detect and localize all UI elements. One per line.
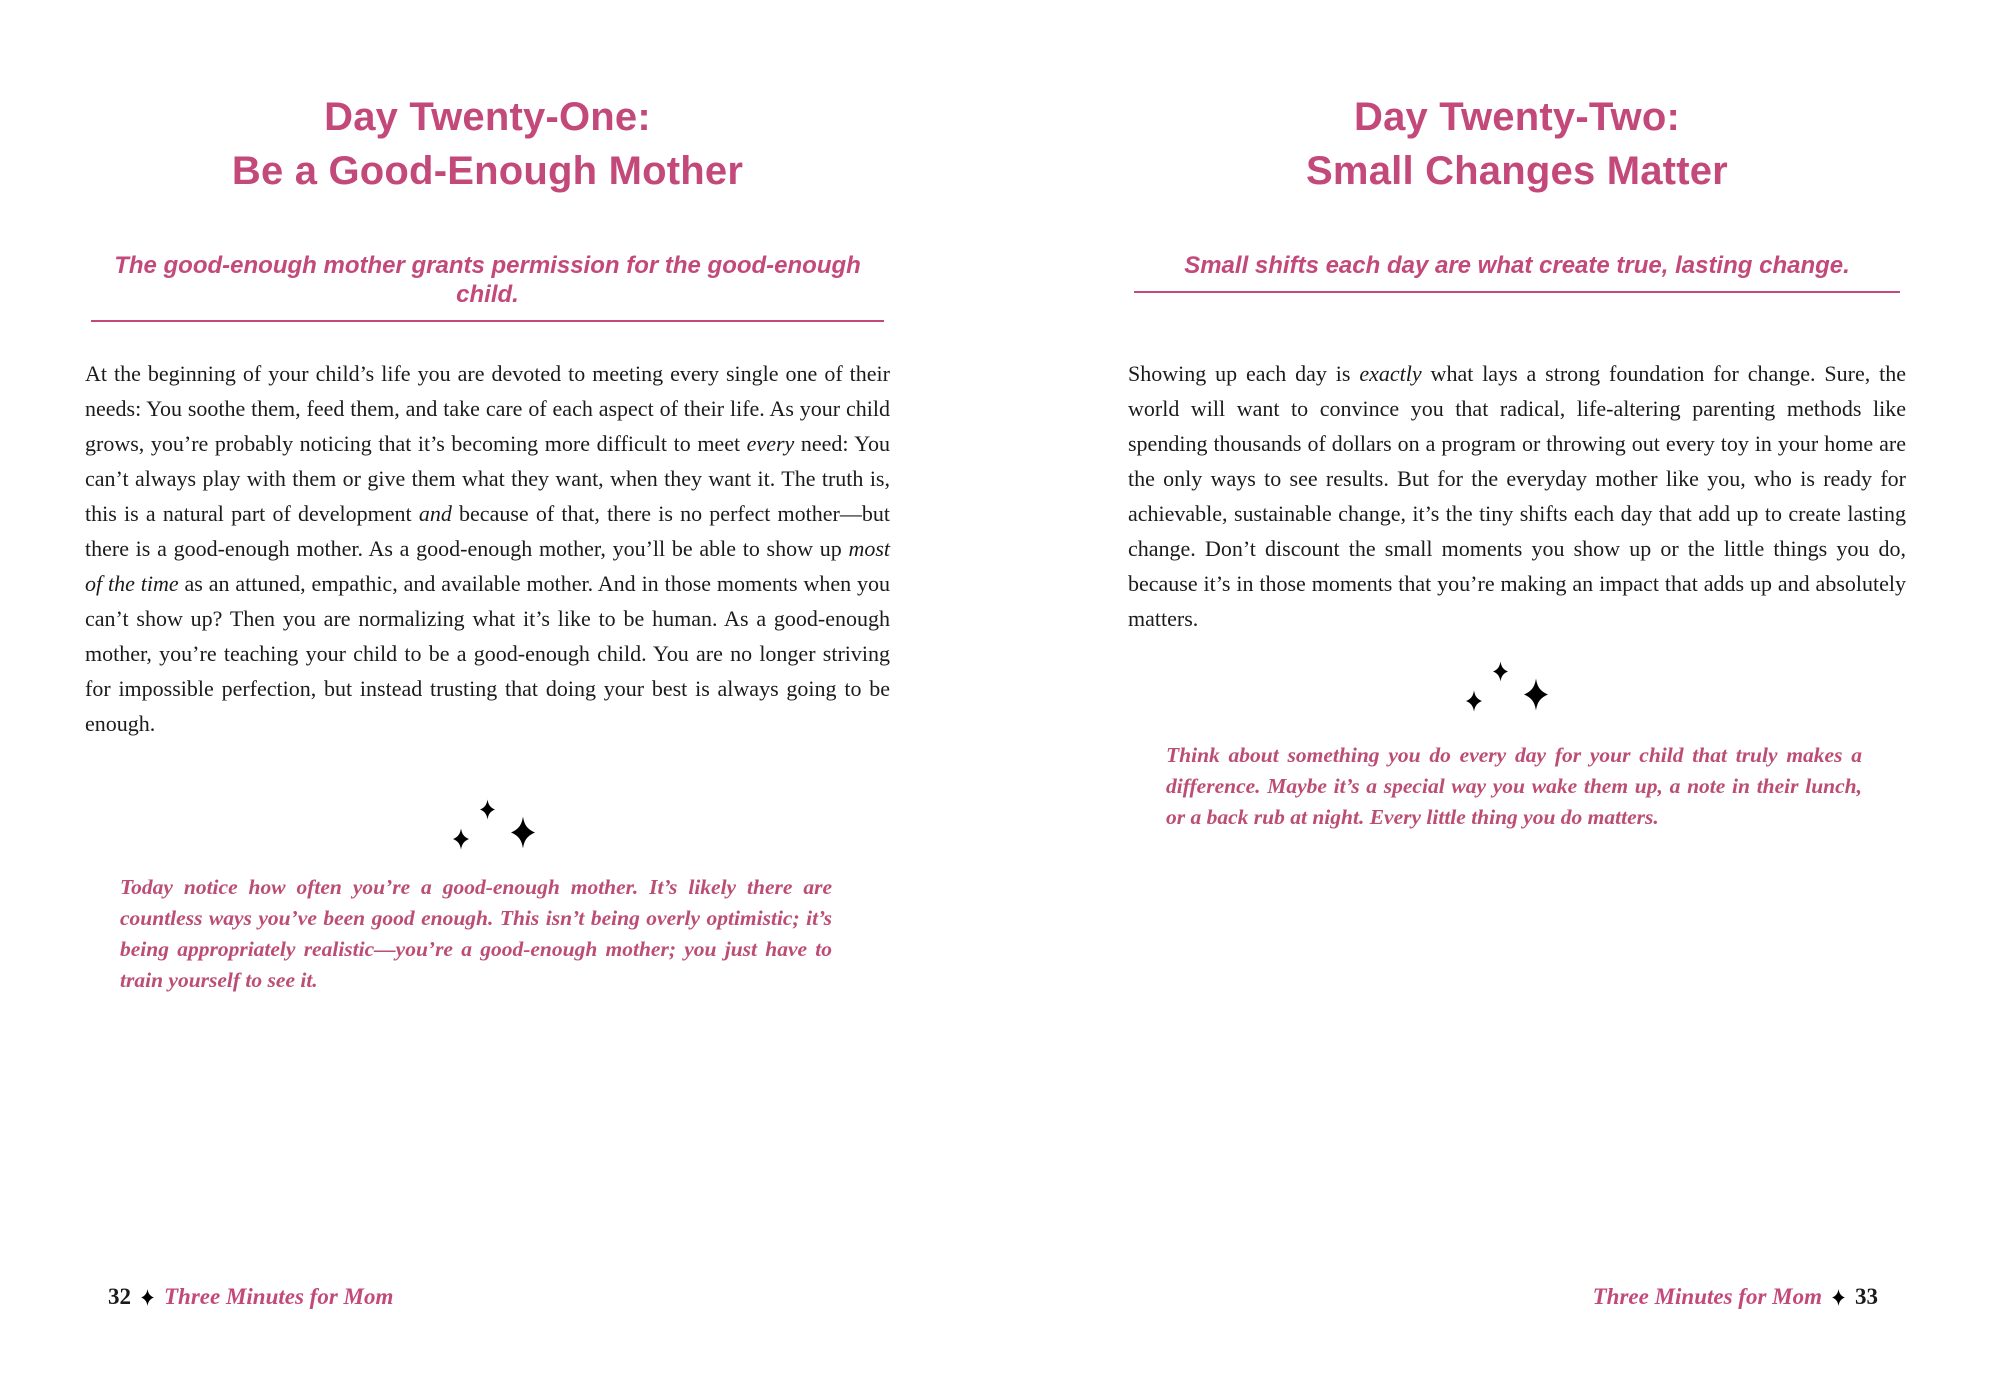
right-page-number: 33: [1855, 1284, 1878, 1309]
right-sparkle-ornament: [1466, 661, 1550, 715]
left-sparkle-ornament: [453, 799, 537, 853]
sparkle-icon: [1493, 661, 1508, 682]
sparkle-icon: [1524, 678, 1548, 711]
right-chapter-title: [1128, 90, 1906, 198]
right-title-line-2: Small Changes Matter: [1306, 149, 1728, 193]
right-epigraph: Small shifts each day are what create true, lasting change.: [1134, 251, 1900, 293]
right-daily-prompt: Think about something you do every day for your child that truly makes a difference. Maybe it’s a special way you wake them up, a note in their lunch, or a back rub at night. Every little thing you do matters.: [1166, 743, 1862, 829]
right-page-footer: [1128, 1283, 1906, 1311]
sparkle-icon: [480, 799, 495, 820]
left-page-footer: [85, 1283, 890, 1311]
sparkle-icon: [511, 816, 535, 849]
left-title-line-2: Be a Good-Enough Mother: [231, 149, 744, 193]
left-daily-prompt: Today notice how often you’re a good-enough mother. It’s likely there are countless ways you’ve been good enough. This isn’t being overly optimistic; it’s being appropriately realistic—you’re a good-enough mother; you just have to train yourself to see it.: [120, 875, 832, 992]
sparkle-icon: [141, 1289, 154, 1306]
page-left: [85, 0, 890, 1377]
page-right: [1128, 0, 1906, 1377]
right-body-paragraph: Showing up each day is exactly what lays a strong foundation for change. Sure, the world will want to convince you that radical, life-altering parenting methods like spending thousands of dollars on a program or throwing out every toy in your home are the only ways to see results. But for the everyday mother like you, who is ready for achievable, sustainable change, it’s the tiny shifts each day that add up to create lasting change. Don’t discount the small moments you show up or the little things you do, because it’s in those moments that you’re making an impact that adds up and absolutely matters.: [1128, 361, 1907, 631]
sparkle-icon: [1832, 1289, 1845, 1306]
left-page-number: 32: [108, 1284, 131, 1309]
right-title-line-1: Day Twenty-Two:: [1354, 95, 1680, 139]
left-title-line-1: Day Twenty-One:: [324, 95, 651, 139]
right-running-title: Three Minutes for Mom: [1592, 1284, 1822, 1309]
left-epigraph: The good-enough mother grants permission for the good-enough child.: [91, 251, 884, 322]
sparkle-icon: [1466, 690, 1482, 712]
left-running-title: Three Minutes for Mom: [164, 1284, 394, 1309]
sparkle-icon: [453, 828, 469, 850]
left-body-paragraph: At the beginning of your child’s life you are devoted to meeting every single one of their needs: You soothe them, feed them, and take care of each aspect of their life. As your child grows, you’re probably noticing that it’s becoming more difficult to meet every need: You can’t always play with them or give them what they want, when they want it. The truth is, this is a natural part of development and because of that, there is no perfect mother—but there is a good-enough mother. As a good-enough mother, you’ll be able to show up most of the time as an attuned, empathic, and available mother. And in those moments when you can’t show up? Then you are normalizing what it’s like to be human. As a good-enough mother, you’re teaching your child to be a good-enough child. You are no longer striving for impossible perfection, but instead trusting that doing your best is always going to be enough.: [85, 361, 890, 736]
left-chapter-title: [85, 90, 890, 198]
